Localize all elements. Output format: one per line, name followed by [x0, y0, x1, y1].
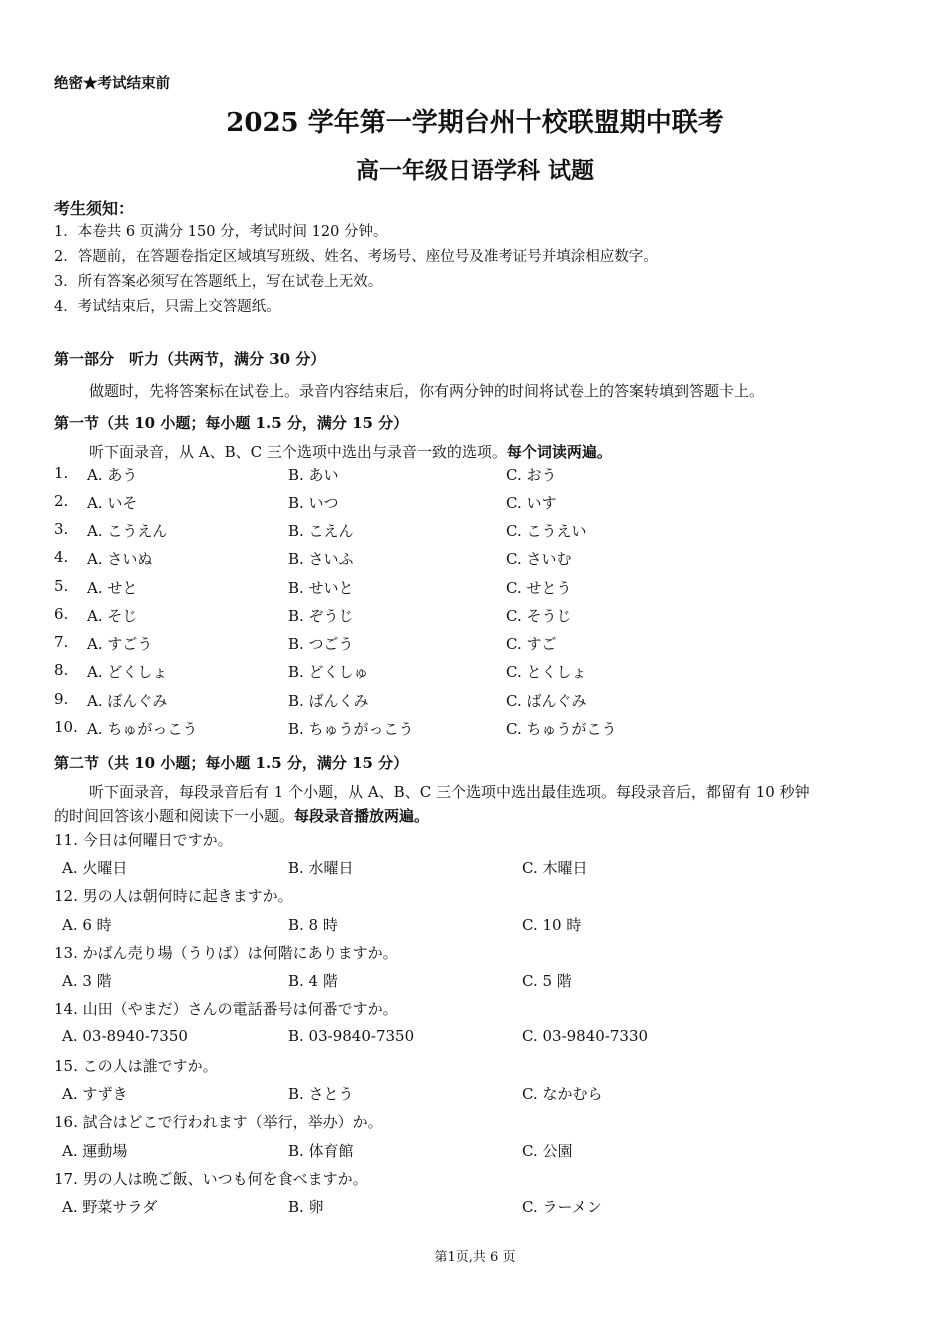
question-text: 11. 今日は何曜日ですか。	[54, 831, 233, 849]
option-b: B. つごう	[288, 635, 354, 653]
question-number: 10.	[54, 718, 78, 736]
option-b: B. せいと	[288, 579, 354, 597]
page-footer: 第1页,共 6 页	[434, 1250, 516, 1265]
option-c: C. なかむら	[522, 1085, 603, 1103]
notice-item: 2．答题前，在答题卷指定区域填写班级、姓名、考场号、座位号及准考证号并填涂相应数字。	[54, 249, 658, 265]
option-a: A. ぼんぐみ	[87, 692, 168, 710]
option-b: B. 03-9840-7350	[288, 1027, 415, 1045]
section2-instruction-text: 的时间回答该小题和阅读下一小题。	[54, 807, 295, 825]
option-a: A. さいぬ	[87, 550, 153, 568]
option-c: C. 03-9840-7330	[522, 1027, 649, 1045]
option-c: C. すご	[506, 635, 557, 653]
question-number: 5.	[54, 577, 69, 595]
exam-title: 2025 学年第一学期台州十校联盟期中联考	[226, 108, 724, 138]
option-b: B. 卵	[288, 1198, 324, 1216]
section2-instruction-line2	[54, 805, 429, 826]
section1-heading: 第一节（共 10 小题；每小题 1.5 分，满分 15 分）	[54, 414, 409, 432]
question-text: 15. この人は誰ですか。	[54, 1057, 218, 1075]
question-number: 2.	[54, 492, 69, 510]
option-b: B. ばんくみ	[288, 692, 369, 710]
option-a: A. そじ	[87, 607, 138, 625]
option-c: C. ちゅうがこう	[506, 720, 617, 738]
option-a: A. 6 時	[62, 916, 112, 934]
question-text: 12. 男の人は朝何時に起きますか。	[54, 887, 293, 905]
question-number: 7.	[54, 633, 69, 651]
option-a: A. どくしょ	[87, 663, 168, 681]
option-a: A. 野菜サラダ	[62, 1198, 158, 1216]
option-b: B. こえん	[288, 522, 354, 540]
option-b: B. さとう	[288, 1085, 354, 1103]
question-text: 13. かばん売り場（うりば）は何階にありますか。	[54, 944, 398, 962]
question-text: 16. 試合はどこで行われます（举行，举办）か。	[54, 1113, 383, 1131]
notice-item: 3．所有答案必须写在答题纸上，写在试卷上无效。	[54, 274, 383, 290]
option-a: A. 03-8940-7350	[62, 1027, 188, 1045]
option-a: A. せと	[87, 579, 138, 597]
option-c: C. ラーメン	[522, 1198, 602, 1216]
option-c: C. 公園	[522, 1142, 573, 1160]
section2-instruction-line1: 听下面录音，每段录音后有 1 个小题，从 A、B、C 三个选项中选出最佳选项。每段录音后，都留有 10 秒钟	[89, 783, 810, 801]
option-a: A. いそ	[87, 494, 138, 512]
option-a: A. ちゅがっこう	[87, 720, 198, 738]
part1-instruction: 做题时，先将答案标在试卷上。录音内容结束后，你有两分钟的时间将试卷上的答案转填到答题卡上。	[89, 382, 765, 400]
question-number: 6.	[54, 605, 69, 623]
option-c: C. とくしょ	[506, 663, 587, 681]
option-c: C. さいむ	[506, 550, 572, 568]
option-c: C. 5 階	[522, 972, 572, 990]
option-a: A. こうえん	[87, 522, 168, 540]
section1-instruction-text: 听下面录音，从 A、B、C 三个选项中选出与录音一致的选项。	[89, 443, 507, 461]
option-a: A. 3 階	[62, 972, 112, 990]
option-a: A. すずき	[62, 1085, 128, 1103]
option-b: B. いつ	[288, 494, 339, 512]
section1-instruction-bold: 每个词读两遍。	[506, 443, 612, 461]
section2-heading: 第二节（共 10 小题；每小题 1.5 分，满分 15 分）	[54, 754, 409, 772]
option-c: C. 10 時	[522, 916, 582, 934]
question-number: 4.	[54, 548, 69, 566]
part1-heading: 第一部分 听力（共两节，满分 30 分）	[54, 350, 326, 368]
option-a: A. 火曜日	[62, 859, 128, 877]
option-b: B. さいふ	[288, 550, 354, 568]
question-number: 9.	[54, 690, 69, 708]
option-b: B. 水曜日	[288, 859, 354, 877]
question-text: 14. 山田（やまだ）さんの電話番号は何番ですか。	[54, 1000, 398, 1018]
option-c: C. そうじ	[506, 607, 572, 625]
question-number: 8.	[54, 661, 69, 679]
section1-instruction	[89, 441, 612, 462]
question-text: 17. 男の人は晩ご飯、いつも何を食べますか。	[54, 1170, 368, 1188]
option-b: B. 8 時	[288, 916, 338, 934]
option-c: C. せとう	[506, 579, 572, 597]
option-b: B. どくしゅ	[288, 663, 369, 681]
question-number: 3.	[54, 520, 69, 538]
exam-subtitle: 高一年级日语学科 试题	[355, 157, 594, 184]
notice-heading: 考生须知：	[54, 199, 135, 218]
option-b: B. ぞうじ	[288, 607, 354, 625]
option-b: B. 体育館	[288, 1142, 354, 1160]
option-b: B. 4 階	[288, 972, 338, 990]
option-c: C. こうえい	[506, 522, 587, 540]
option-b: B. ちゅうがっこう	[288, 720, 414, 738]
option-a: A. あう	[87, 466, 138, 484]
secret-mark: 绝密★考试结束前	[54, 75, 170, 92]
section2-instruction-bold: 每段录音播放两遍。	[294, 807, 430, 825]
option-c: C. いす	[506, 494, 557, 512]
notice-item: 4．考试结束后，只需上交答题纸。	[54, 299, 281, 315]
notice-item: 1．本卷共 6 页满分 150 分，考试时间 120 分钟。	[54, 224, 388, 240]
option-b: B. あい	[288, 466, 339, 484]
question-number: 1.	[54, 464, 69, 482]
option-c: C. ばんぐみ	[506, 692, 587, 710]
option-a: A. 運動場	[62, 1142, 128, 1160]
option-c: C. 木曜日	[522, 859, 588, 877]
option-a: A. すごう	[87, 635, 153, 653]
option-c: C. おう	[506, 466, 557, 484]
